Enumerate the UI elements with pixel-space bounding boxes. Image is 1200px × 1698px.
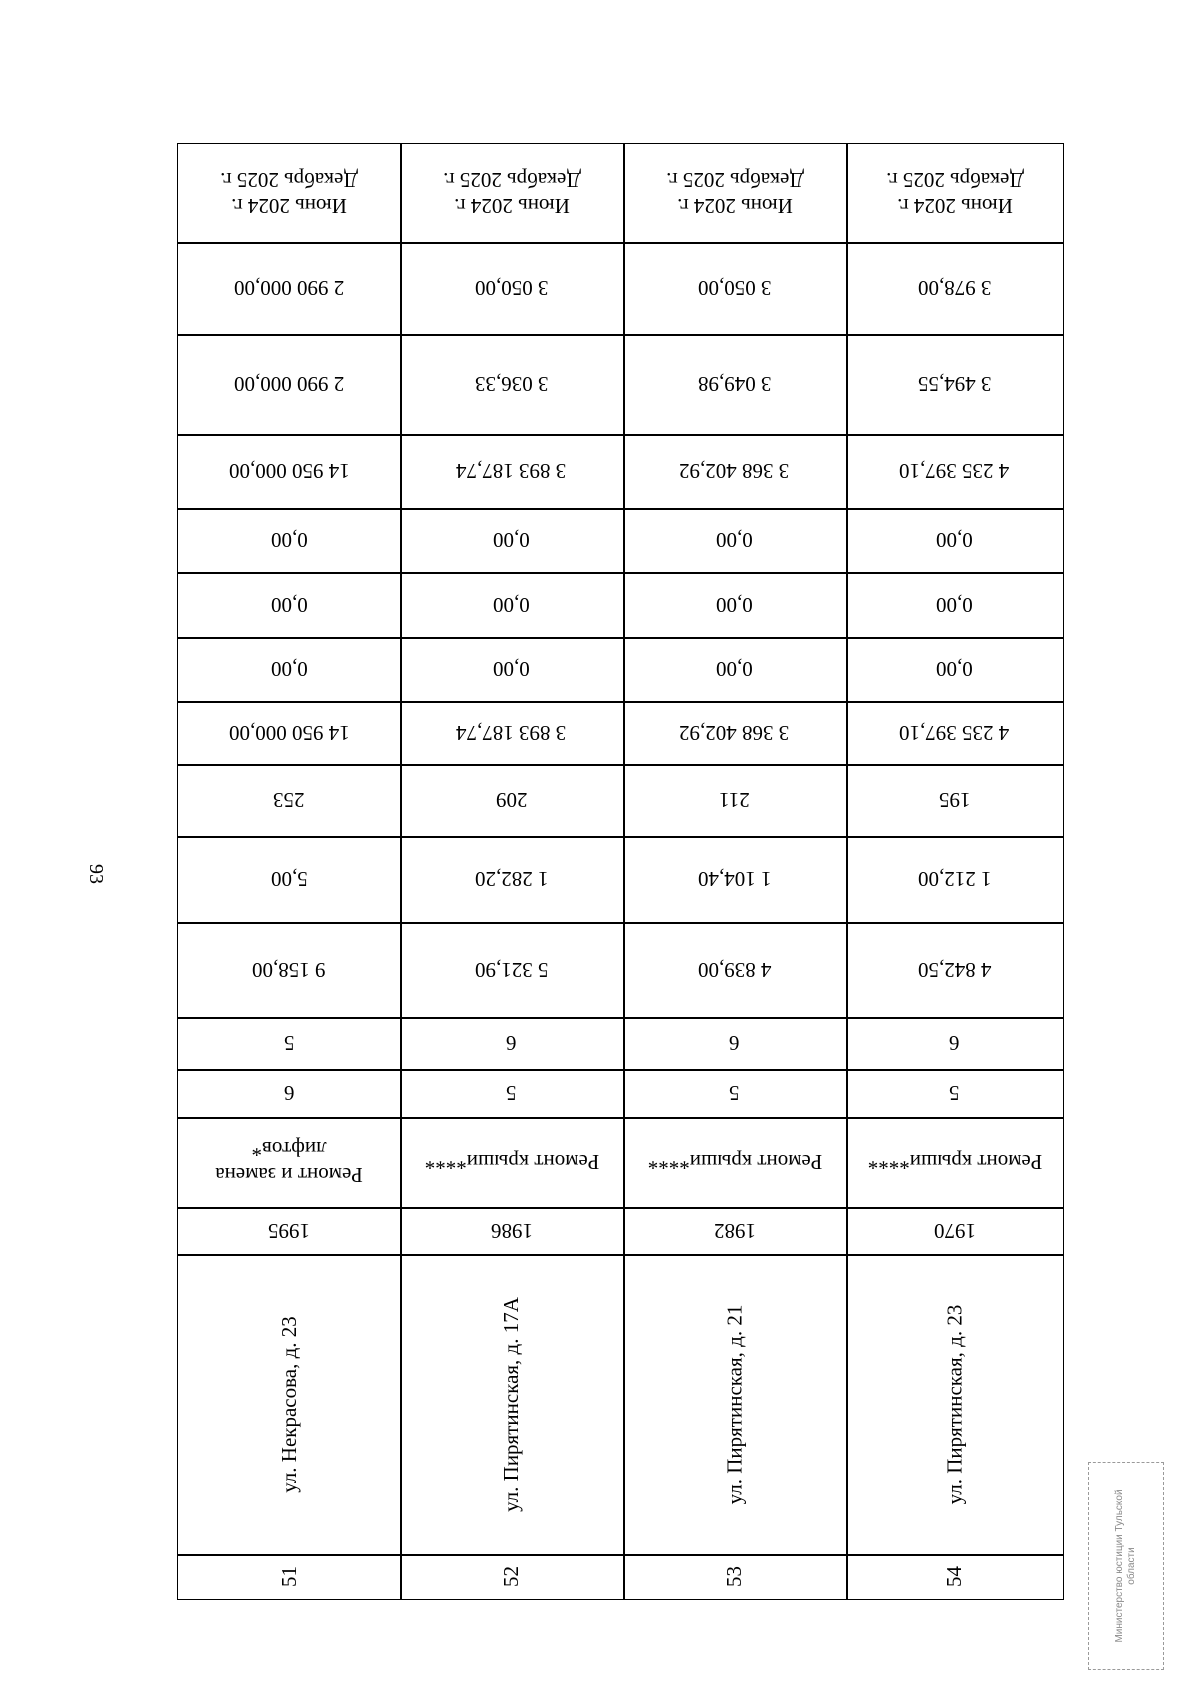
- cell-text-c7: 4 839,00: [697, 957, 772, 982]
- cell-text-address: ул. Пирятинская, д. 17А: [499, 1296, 523, 1512]
- table-cell-c5: [400, 1069, 623, 1117]
- table-cell-c9: [400, 764, 623, 836]
- cell-text-num: 54: [942, 1566, 966, 1587]
- table-cell-c13: [846, 508, 1063, 572]
- cell-text-c11: 0,00: [936, 657, 973, 681]
- cell-text-c11: 0,00: [716, 657, 753, 681]
- cell-text-c9: 253: [273, 788, 305, 812]
- cell-text-c13: 0,00: [936, 528, 973, 552]
- table-cell-num: [846, 1554, 1063, 1599]
- table-cell-c6: [178, 1017, 400, 1069]
- cell-text-c7: 9 158,00: [252, 957, 326, 982]
- cell-text-c14: 3 368 402,92: [679, 459, 790, 483]
- table-cell-c12: [178, 572, 400, 637]
- table-cell-c12: [400, 572, 623, 637]
- cell-text-period: Июнь 2024 г. Декабрь 2025 г.: [442, 168, 581, 218]
- table-cell-c14: [623, 434, 846, 508]
- cell-text-c6: 6: [506, 1031, 517, 1055]
- table-cell-c12: [846, 572, 1063, 637]
- cell-text-c7: 5 321,90: [474, 957, 549, 982]
- cell-text-c10: 4 235 397,10: [899, 720, 1010, 745]
- table-cell-address: [400, 1254, 623, 1554]
- cell-text-c12: 0,00: [936, 592, 973, 617]
- cell-text-year: 1970: [933, 1218, 976, 1243]
- table-cell-c8: [623, 836, 846, 922]
- table-cell-c11: [623, 637, 846, 701]
- table-cell-c15: [623, 334, 846, 434]
- table-cell-period: [623, 144, 846, 242]
- cell-text-c12: 0,00: [716, 592, 753, 617]
- cell-text-c13: 0,00: [270, 528, 308, 552]
- table-cell-c8: [400, 836, 623, 922]
- table-cell-year: [846, 1207, 1063, 1254]
- table-cell-c6: [846, 1017, 1063, 1069]
- table-cell-c7: [623, 922, 846, 1017]
- table-cell-c9: [623, 764, 846, 836]
- cell-text-c15: 2 990 000,00: [233, 372, 345, 396]
- table-cell-num: [623, 1554, 846, 1599]
- table-cell-year: [400, 1207, 623, 1254]
- cell-text-c15: 3 036,33: [474, 372, 549, 396]
- table-cell-c16: [178, 242, 400, 334]
- table-cell-address: [846, 1254, 1063, 1554]
- cell-text-c6: 5: [283, 1031, 295, 1055]
- table-cell-c5: [623, 1069, 846, 1117]
- cell-text-num: 51: [276, 1566, 301, 1587]
- table-cell-c11: [178, 637, 400, 701]
- stamp-text: Министерство юстиции Тульской области: [1114, 1489, 1137, 1643]
- records-table: [177, 143, 1064, 1600]
- cell-text-c9: 209: [495, 788, 528, 812]
- cell-text-c15: 3 494,55: [917, 372, 992, 396]
- cell-text-c13: 0,00: [493, 528, 530, 552]
- cell-text-c14: 14 950 000,00: [228, 459, 350, 483]
- table-cell-work: [623, 1117, 846, 1207]
- table-cell-work: [400, 1117, 623, 1207]
- cell-text-c10: 14 950 000,00: [228, 720, 350, 745]
- cell-text-address: ул. Пирятинская, д. 21: [722, 1304, 746, 1504]
- table-cell-address: [178, 1254, 400, 1554]
- table-cell-year: [623, 1207, 846, 1254]
- cell-text-address: ул. Некрасова, д. 23: [276, 1315, 301, 1493]
- table-cell-c9: [178, 764, 400, 836]
- cell-text-period: Июнь 2024 г. Декабрь 2025 г.: [885, 168, 1024, 218]
- cell-text-c12: 0,00: [270, 592, 308, 617]
- cell-text-address: ул. Пирятинская, д. 23: [942, 1304, 966, 1504]
- cell-text-work: Ремонт крыши****: [424, 1150, 599, 1174]
- table-cell-c11: [400, 637, 623, 701]
- table-cell-c6: [623, 1017, 846, 1069]
- table-cell-c10: [178, 701, 400, 764]
- cell-text-c16: 3 978,00: [917, 276, 992, 300]
- cell-text-c8: 1 282,20: [474, 867, 549, 891]
- table-cell-c13: [178, 508, 400, 572]
- cell-text-c15: 3 049,98: [697, 372, 772, 396]
- cell-text-c14: 4 235 397,10: [899, 459, 1010, 483]
- table-cell-c12: [623, 572, 846, 637]
- table-cell-c14: [846, 434, 1063, 508]
- table-cell-period: [178, 144, 400, 242]
- cell-text-work: Ремонт и замена лифтов*: [215, 1137, 363, 1187]
- table-cell-work: [846, 1117, 1063, 1207]
- cell-text-c10: 3 893 187,74: [456, 720, 567, 745]
- cell-text-c16: 3 050,00: [474, 276, 549, 300]
- cell-text-c12: 0,00: [493, 592, 530, 617]
- cell-text-year: 1995: [268, 1218, 310, 1243]
- cell-text-c5: 6: [283, 1081, 295, 1105]
- cell-text-c13: 0,00: [716, 528, 753, 552]
- table-cell-c8: [178, 836, 400, 922]
- cell-text-c8: 1 212,00: [917, 867, 992, 891]
- cell-text-c7: 4 842,50: [917, 957, 992, 982]
- cell-text-c11: 0,00: [270, 657, 308, 681]
- cell-text-period: Июнь 2024 г. Декабрь 2025 г.: [220, 168, 358, 218]
- cell-text-c5: 5: [729, 1081, 740, 1105]
- table-cell-work: [178, 1117, 400, 1207]
- cell-text-c14: 3 893 187,74: [456, 459, 567, 483]
- table-cell-c15: [400, 334, 623, 434]
- cell-text-c5: 5: [506, 1081, 517, 1105]
- cell-text-year: 1986: [490, 1218, 533, 1243]
- table-cell-c16: [846, 242, 1063, 334]
- table-cell-period: [400, 144, 623, 242]
- cell-text-c10: 3 368 402,92: [679, 720, 790, 745]
- table-cell-c6: [400, 1017, 623, 1069]
- registration-stamp: [1088, 1462, 1164, 1670]
- cell-text-c8: 1 104,40: [697, 867, 772, 891]
- table-cell-c16: [400, 242, 623, 334]
- cell-text-period: Июнь 2024 г. Декабрь 2025 г.: [665, 168, 804, 218]
- cell-text-c9: 195: [938, 788, 971, 812]
- table-cell-c9: [846, 764, 1063, 836]
- table-cell-c8: [846, 836, 1063, 922]
- table-cell-c7: [178, 922, 400, 1017]
- table-cell-year: [178, 1207, 400, 1254]
- table-cell-address: [623, 1254, 846, 1554]
- cell-text-c16: 3 050,00: [697, 276, 772, 300]
- table-cell-c13: [400, 508, 623, 572]
- table-cell-c10: [623, 701, 846, 764]
- table-cell-c13: [623, 508, 846, 572]
- table-cell-c7: [400, 922, 623, 1017]
- table-cell-c10: [400, 701, 623, 764]
- table-cell-c14: [178, 434, 400, 508]
- table-cell-c14: [400, 434, 623, 508]
- cell-text-num: 52: [499, 1566, 523, 1587]
- table-cell-c7: [846, 922, 1063, 1017]
- table-cell-c15: [846, 334, 1063, 434]
- table-cell-c5: [178, 1069, 400, 1117]
- table-cell-num: [400, 1554, 623, 1599]
- cell-text-year: 1982: [713, 1218, 756, 1243]
- cell-text-c5: 5: [949, 1081, 960, 1105]
- table-cell-c16: [623, 242, 846, 334]
- cell-text-c9: 211: [719, 788, 750, 812]
- table-cell-c10: [846, 701, 1063, 764]
- table-cell-c11: [846, 637, 1063, 701]
- table-cell-period: [846, 144, 1063, 242]
- cell-text-c6: 6: [949, 1031, 960, 1055]
- table-cell-c15: [178, 334, 400, 434]
- table-cell-c5: [846, 1069, 1063, 1117]
- cell-text-c16: 2 990 000,00: [233, 276, 345, 300]
- page-number: 93: [85, 864, 107, 884]
- cell-text-work: Ремонт крыши****: [647, 1150, 822, 1174]
- cell-text-work: Ремонт крыши****: [867, 1150, 1042, 1174]
- cell-text-c8: 5,00: [270, 867, 308, 891]
- cell-text-c11: 0,00: [493, 657, 530, 681]
- cell-text-c6: 6: [729, 1031, 740, 1055]
- table-cell-num: [178, 1554, 400, 1599]
- cell-text-num: 53: [722, 1566, 746, 1587]
